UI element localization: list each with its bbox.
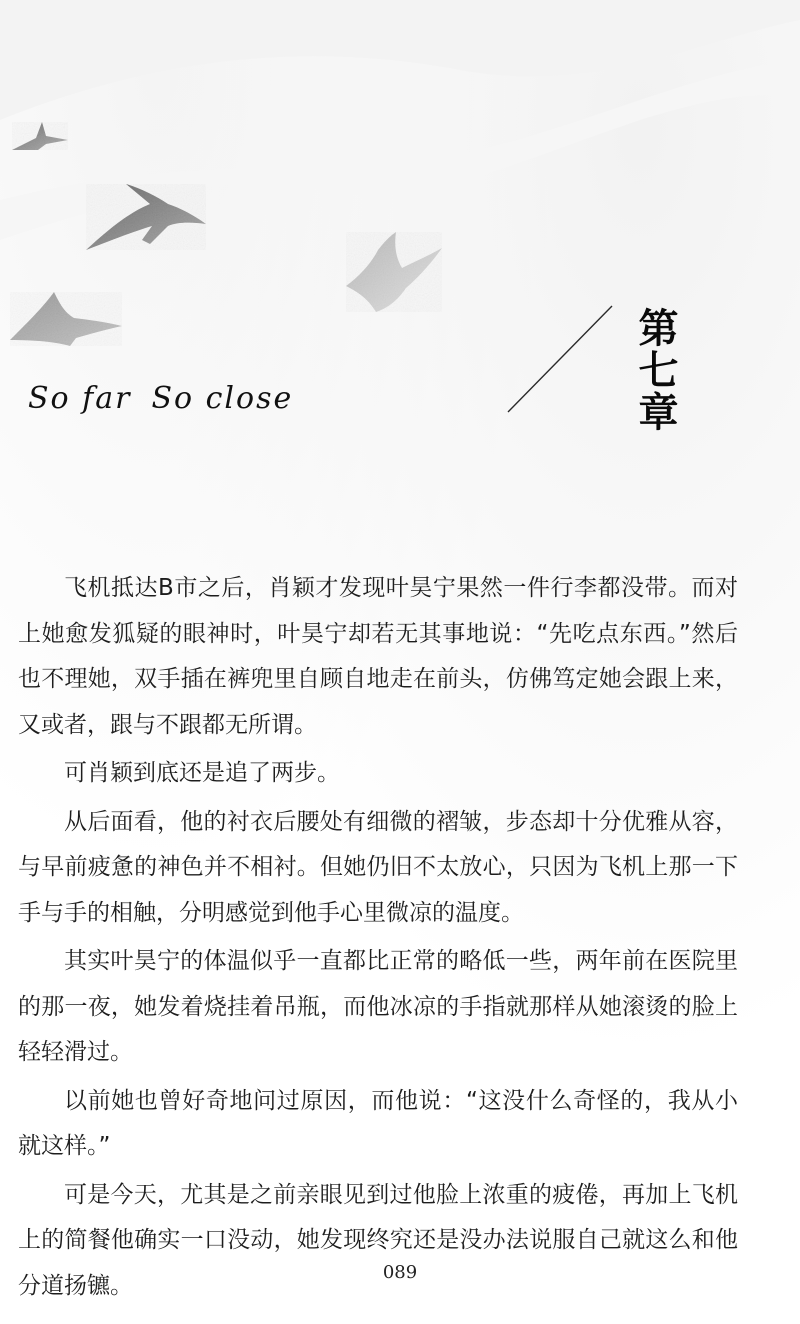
- paragraph: 以前她也曾好奇地问过原因，而他说：“这没什么奇怪的，我从小就这样。”: [18, 1087, 738, 1159]
- diagonal-divider: [508, 306, 612, 412]
- bird-icon: [346, 232, 442, 312]
- chapter-body: [18, 566, 738, 1312]
- bird-icon: [10, 292, 122, 346]
- chapter-subtitle-en: [28, 381, 293, 416]
- paragraph: 可肖颖到底还是追了两步。: [64, 760, 340, 786]
- paragraph: 从后面看，他的衬衣后腰处有细微的褶皱，步态却十分优雅从容，与早前疲惫的神色并不相衬。但她仍旧不太放心，只因为飞机上那一下手与手的相触，分明感觉到他手心里微凉的温度。: [18, 808, 738, 926]
- cloud-wash: [0, 60, 800, 240]
- chapter-title: 第七章: [632, 307, 679, 433]
- paragraph: 飞机抵达B市之后，肖颖才发现叶昊宁果然一件行李都没带。而对上她愈发狐疑的眼神时，叶昊宁却若无其事地说：“先吃点东西。”然后也不理她，双手插在裤兜里自顾自地走在前头，仿佛笃定她会跟上来，又或者，跟与不跟都无所谓。: [18, 575, 738, 738]
- paragraph: 其实叶昊宁的体温似乎一直都比正常的略低一些，两年前在医院里的那一夜，她发着烧挂着吊瓶，而他冰凉的手指就那样从她滚烫的脸上轻轻滑过。: [18, 948, 738, 1065]
- subtitle-part-1: So far: [28, 381, 132, 416]
- bird-icon: [12, 122, 68, 150]
- subtitle-part-2: So close: [151, 381, 294, 416]
- page-number: 089: [382, 1262, 418, 1283]
- paragraph: 可是今天，尤其是之前亲眼见到过他脸上浓重的疲倦，再加上飞机上的简餐他确实一口没动，她发现终究还是没办法说服自己就这么和他分道扬镳。: [18, 1181, 738, 1299]
